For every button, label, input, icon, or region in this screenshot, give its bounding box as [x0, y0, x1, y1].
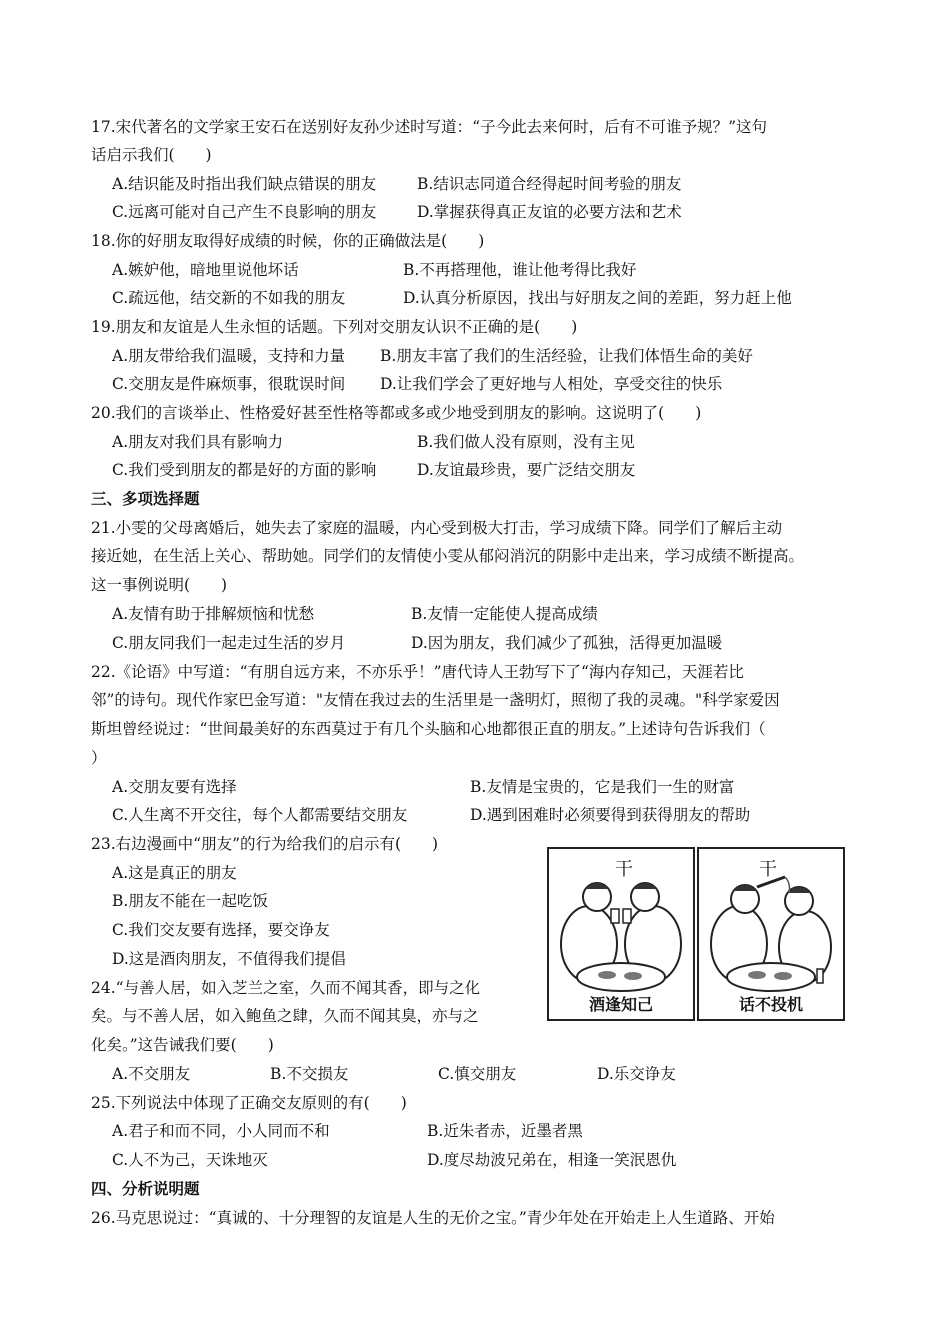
comic-caption-right: 话不投机 — [738, 995, 803, 1014]
q19-option-c: C.交朋友是件麻烦事，很耽误时间 — [112, 375, 346, 393]
q21-stem-line1: 21.小雯的父母离婚后，她失去了家庭的温暖，内心受到极大打击，学习成绩下降。同学们了解后主动 — [91, 519, 783, 537]
comic-caption-left: 酒逢知己 — [588, 995, 653, 1014]
q24-option-d: D.乐交诤友 — [597, 1065, 676, 1083]
q20-stem: 20.我们的言谈举止、性格爱好甚至性格等都或多或少地受到朋友的影响。这说明了( ) — [91, 404, 702, 422]
q19-stem: 19.朋友和友谊是人生永恒的话题。下列对交朋友认识不正确的是( ) — [91, 318, 578, 336]
q24-option-b: B.不交损友 — [270, 1065, 349, 1083]
q21-option-d: D.因为朋友，我们减少了孤独，活得更加温暖 — [411, 634, 723, 652]
q26-stem-line1: 26.马克思说过：“真诚的、十分理智的友谊是人生的无价之宝。”青少年处在开始走上人生道路、开始 — [91, 1209, 775, 1227]
q25-option-c: C.人不为己，天诛地灭 — [112, 1151, 268, 1169]
q17-option-a: A.结识能及时指出我们缺点错误的朋友 — [112, 175, 377, 193]
q18-option-a: A.嫉妒他，暗地里说他坏话 — [112, 261, 299, 279]
q24-option-a: A.不交朋友 — [112, 1065, 191, 1083]
q20-option-a: A.朋友对我们具有影响力 — [112, 433, 284, 451]
q20-option-b: B.我们做人没有原则，没有主见 — [417, 433, 635, 451]
q22-option-d: D.遇到困难时必须要得到获得朋友的帮助 — [470, 806, 751, 824]
q17-option-d: D.掌握获得真正友谊的必要方法和艺术 — [417, 203, 682, 221]
q19-option-a: A.朋友带给我们温暖，支持和力量 — [112, 347, 346, 365]
q18-option-c: C.疏远他，结交新的不如我的朋友 — [112, 289, 346, 307]
comic-panel-toasting-friends — [547, 847, 695, 1021]
q20-option-c: C.我们受到朋友的都是好的方面的影响 — [112, 461, 377, 479]
q21-option-c: C.朋友同我们一起走过生活的岁月 — [112, 634, 346, 652]
q22-stem-line1: 22.《论语》中写道：“有朋自远方来，不亦乐乎！”唐代诗人王勃写下了“海内存知己，天涯若比 — [91, 663, 744, 681]
q25-stem: 25.下列说法中体现了正确交友原则的有( ) — [91, 1094, 407, 1112]
q21-option-b: B.友情一定能使人提高成绩 — [411, 605, 598, 623]
q17-option-c: C.远离可能对自己产生不良影响的朋友 — [112, 203, 377, 221]
q21-stem-line3: 这一事例说明( ) — [91, 576, 228, 594]
q23-option-b: B.朋友不能在一起吃饭 — [112, 892, 268, 910]
q25-option-b: B.近朱者赤，近墨者黑 — [427, 1122, 583, 1140]
comic-panel-arguing-friends — [697, 847, 845, 1021]
q25-option-a: A.君子和而不同，小人同而不和 — [112, 1122, 330, 1140]
q24-stem-line1: 24.“与善人居，如入芝兰之室，久而不闻其香，即与之化 — [91, 979, 481, 997]
q22-option-b: B.友情是宝贵的，它是我们一生的财富 — [470, 778, 735, 796]
q24-stem-line2: 矣。与不善人居，如入鲍鱼之肆，久而不闻其臭，亦与之 — [91, 1007, 479, 1025]
q22-stem-line2: 邻”的诗句。现代作家巴金写道："友情在我过去的生活里是一盏明灯，照彻了我的灵魂。"科学家爱因 — [91, 691, 780, 709]
q20-option-d: D.友谊最珍贵，要广泛结交朋友 — [417, 461, 636, 479]
q22-stem-line3: 斯坦曾经说过：“世间最美好的东西莫过于有几个头脑和心地都很正直的朋友。”上述诗句告诉我们（ — [91, 720, 766, 738]
q23-option-c: C.我们交友要有选择，要交诤友 — [112, 921, 330, 939]
toast-text: 干 — [759, 859, 777, 880]
q19-option-b: B.朋友丰富了我们的生活经验，让我们体悟生命的美好 — [380, 347, 753, 365]
q17-stem-line1: 17.宋代著名的文学家王安石在送别好友孙少述时写道：“子今此去来何时，后有不可谁予规？”这句 — [91, 118, 768, 136]
section-heading-multiple-choice: 三、多项选择题 — [91, 490, 200, 508]
q24-stem-line3: 化矣。”这告诫我们要( ) — [91, 1036, 274, 1054]
q25-option-d: D.度尽劫波兄弟在，相逢一笑泯恩仇 — [427, 1151, 677, 1169]
q17-stem-line2: 话启示我们( ) — [91, 146, 212, 164]
q22-option-a: A.交朋友要有选择 — [112, 778, 237, 796]
q17-option-b: B.结识志同道合经得起时间考验的朋友 — [417, 175, 682, 193]
q23-option-d: D.这是酒肉朋友，不值得我们提倡 — [112, 950, 346, 968]
q23-stem: 23.右边漫画中“朋友”的行为给我们的启示有( ) — [91, 835, 439, 853]
q21-option-a: A.友情有助于排解烦恼和忧愁 — [112, 605, 315, 623]
q18-option-d: D.认真分析原因，找出与好朋友之间的差距，努力赶上他 — [403, 289, 792, 307]
q19-option-d: D.让我们学会了更好地与人相处，享受交往的快乐 — [380, 375, 723, 393]
q22-stem-line4: ） — [91, 749, 107, 767]
q21-stem-line2: 接近她，在生活上关心、帮助她。同学们的友情使小雯从郁闷消沉的阴影中走出来，学习成绩不断提高。 — [91, 547, 805, 565]
q23-option-a: A.这是真正的朋友 — [112, 864, 237, 882]
toast-text: 干 — [615, 859, 633, 880]
q18-option-b: B.不再搭理他，谁让他考得比我好 — [403, 261, 637, 279]
q18-stem: 18.你的好朋友取得好成绩的时候，你的正确做法是( ) — [91, 232, 485, 250]
q22-option-c: C.人生离不开交往，每个人都需要结交朋友 — [112, 806, 408, 824]
section-heading-analysis: 四、分析说明题 — [91, 1180, 200, 1198]
q24-option-c: C.慎交朋友 — [438, 1065, 517, 1083]
